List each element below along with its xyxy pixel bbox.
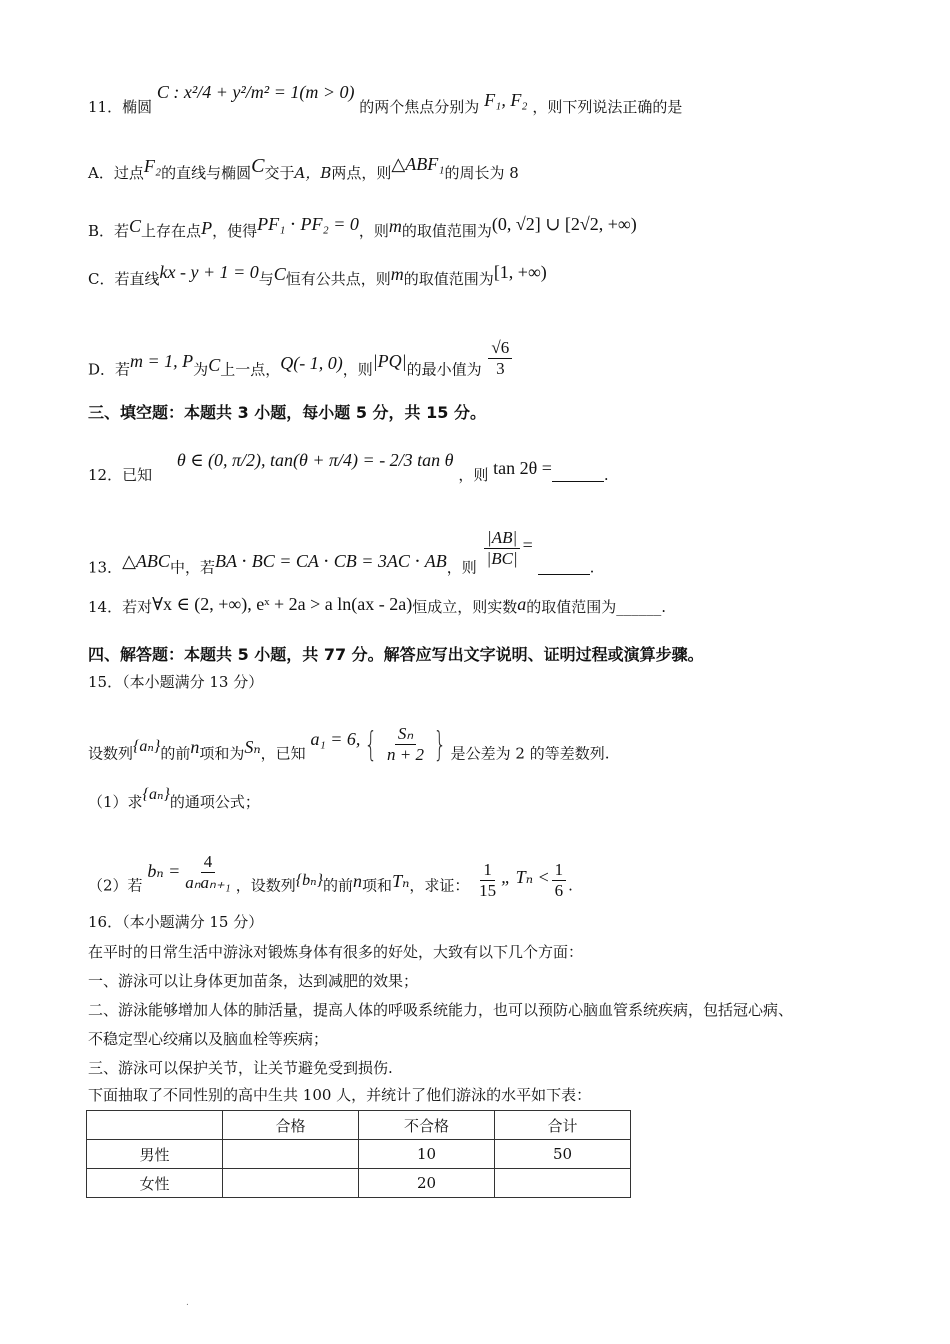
q15-p1-seq: aₙ bbox=[148, 786, 164, 803]
q13-line bbox=[88, 528, 595, 589]
q13-equals: = bbox=[522, 534, 533, 555]
q11-d-mid4: 的最小值为 bbox=[406, 360, 482, 379]
q13-fraction bbox=[484, 528, 521, 569]
q12-number: 12．已知 bbox=[88, 466, 153, 484]
q15-ineq-right-num: 1 bbox=[552, 860, 567, 881]
q11-d-mid: 为 bbox=[193, 360, 209, 379]
q15-mid2: 项和为 bbox=[199, 744, 245, 763]
q14-a: a bbox=[517, 594, 527, 614]
q15-frac-den: n + 2 bbox=[386, 745, 424, 764]
q13-equation: BA ⋅ BC = CA ⋅ CB = 3AC ⋅ AB bbox=[214, 550, 447, 571]
q15-ineq-end: . bbox=[568, 876, 573, 895]
q16-heading: 16．（本小题满分 15 分） bbox=[88, 913, 264, 931]
table-cell bbox=[223, 1169, 359, 1198]
table-header-cell: 合格 bbox=[223, 1111, 359, 1140]
q15-bn-fraction bbox=[182, 852, 233, 893]
q11-d-condition: m = 1, P bbox=[130, 350, 194, 371]
q11-b-prefix: B．若 bbox=[88, 222, 130, 240]
q11-b-mid4: 的取值范围为 bbox=[401, 222, 492, 240]
q15-ineq-left bbox=[476, 860, 499, 901]
q11-b-range: (0, √2] ∪ [2√2, +∞) bbox=[491, 214, 637, 234]
q11-c-mid: 与 bbox=[258, 270, 274, 288]
q15-ineq-mid: „ Tₙ < bbox=[501, 866, 550, 887]
q11-d-q: Q(- 1, 0) bbox=[280, 352, 343, 373]
q15-p2-mid2: 的前 bbox=[323, 876, 354, 895]
q15-p2-mid3: 项和 bbox=[362, 876, 393, 895]
q11-a-ab: A，B bbox=[294, 164, 332, 182]
q15-bn-den: aₙaₙ₊₁ bbox=[185, 873, 231, 892]
q11-d-mid3: ，则 bbox=[342, 360, 373, 379]
q11-option-b bbox=[88, 214, 637, 241]
q11-b-mid: 上存在点 bbox=[141, 222, 202, 240]
q11-a-prefix: A．过点 bbox=[88, 164, 144, 182]
q15-p2-mid: ，设数列 bbox=[235, 876, 296, 895]
q15-p2-mid4: ，求证： bbox=[409, 876, 470, 895]
table-header-cell: 合计 bbox=[495, 1111, 631, 1140]
q11-b-p: P bbox=[201, 218, 213, 238]
q11-c-m: m bbox=[390, 264, 404, 284]
q11-b-equation: PF₁ ⋅ PF₂ = 0 bbox=[257, 214, 359, 234]
q11-d-c: C bbox=[208, 354, 221, 375]
q11-a-mid: 的直线与椭圆 bbox=[161, 164, 252, 182]
q11-d-pq: |PQ| bbox=[372, 350, 407, 371]
q11-c-range: [1, +∞) bbox=[493, 262, 547, 282]
q13-then: ，则 bbox=[446, 558, 477, 577]
q11-c-line: kx - y + 1 = 0 bbox=[159, 262, 259, 282]
table-cell: 50 bbox=[495, 1140, 631, 1169]
q15-p2-pre: （2）若 bbox=[88, 876, 143, 895]
q12-condition: θ ∈ (0, π/2), tan(θ + π/4) = - 2/3 tan θ bbox=[176, 450, 454, 470]
q12-end: . bbox=[603, 466, 609, 484]
table-cell: 20 bbox=[359, 1169, 495, 1198]
q15-tn: Tₙ bbox=[392, 870, 410, 891]
q15-ineq-left-num: 1 bbox=[480, 860, 495, 881]
q13-frac-num: |AB| bbox=[484, 528, 520, 549]
q15-ineq-right-den: 6 bbox=[554, 881, 564, 900]
q13-mid: 中，若 bbox=[169, 558, 215, 577]
q16-line-4: 不稳定型心绞痛以及脑血栓等疾病； bbox=[88, 1030, 329, 1048]
q11-b-mid2: ，使得 bbox=[212, 222, 258, 240]
q14-mid: 恒成立，则实数 bbox=[412, 598, 518, 616]
q11-b-mid3: ，则 bbox=[358, 222, 389, 240]
q11-d-frac-num: √6 bbox=[488, 338, 512, 359]
q11-option-d bbox=[88, 338, 514, 391]
q11-rest: 的两个焦点分别为 bbox=[359, 98, 480, 116]
q15-p2-n: n bbox=[353, 870, 363, 891]
table-header-row bbox=[87, 1111, 631, 1140]
q16-line-2: 一、游泳可以让身体更加苗条，达到减肥的效果； bbox=[88, 972, 419, 990]
q15-part-2: （2）若 bₙ = $\frac{4}{\text{aₙaₙ₊₁}}$ ，设数列{bₙ}的前n项和Tₙ，求证： $\frac{1}{15}$ „ Tₙ < $\frac{1}{6}$ . bbox=[88, 852, 573, 900]
table-cell bbox=[495, 1169, 631, 1198]
q15-part-1: （1）求{aₙ}的通项公式； bbox=[88, 786, 260, 811]
table-cell: 10 bbox=[359, 1140, 495, 1169]
table-cell: 女性 bbox=[87, 1169, 223, 1198]
q16-line-6: 下面抽取了不同性别的高中生共 100 人，并统计了他们游泳的水平如下表： bbox=[88, 1086, 592, 1104]
table-header-cell: 不合格 bbox=[359, 1111, 495, 1140]
q15-fraction bbox=[384, 724, 427, 765]
q11-a-mid2: 交于 bbox=[264, 164, 295, 182]
q11-d-prefix: D．若 bbox=[88, 360, 131, 379]
q11-a-end: 的周长为 8 bbox=[444, 164, 519, 182]
q11-d-mid2: 上一点， bbox=[220, 360, 281, 379]
q11-a-f2: F₂ bbox=[143, 156, 162, 176]
q16-line-3: 二、游泳能够增加人体的肺活量，提高人体的呼吸系统能力，也可以预防心脑血管系统疾病，包括冠心病、 bbox=[88, 1001, 794, 1019]
q15-seq-a: aₙ bbox=[139, 737, 154, 755]
q13-frac-den: |BC| bbox=[486, 549, 518, 568]
q11-option-c bbox=[88, 262, 547, 289]
q14-end: 的取值范围为______. bbox=[526, 598, 666, 616]
q11-b-c: C bbox=[129, 216, 142, 236]
q15-p1-end: 的通项公式； bbox=[169, 793, 260, 811]
q15-bn-num: 4 bbox=[201, 852, 216, 873]
q11-d-fraction bbox=[488, 338, 512, 379]
table-row bbox=[87, 1169, 631, 1198]
q12-line bbox=[88, 450, 609, 485]
q11-c-mid3: 的取值范围为 bbox=[403, 270, 494, 288]
q11-c-prefix: C．若直线 bbox=[88, 270, 160, 288]
q12-then: ，则 bbox=[458, 466, 489, 484]
q11-line bbox=[88, 82, 683, 117]
footer-dot: . bbox=[186, 1298, 189, 1308]
q13-end: . bbox=[589, 558, 595, 577]
q15-p1-pre: （1）求 bbox=[88, 793, 143, 811]
q15-statement: 设数列{aₙ}的前n项和为Sₙ，已知 a₁ = 6, { $\frac{\text{Sₙ}}{n + 2}$ } 是公差为 2 的等差数列. bbox=[88, 724, 610, 765]
q15-frac-num: Sₙ bbox=[395, 724, 416, 745]
q16-line-5: 三、游泳可以保护关节，让关节避免受到损伤. bbox=[88, 1059, 393, 1077]
table-row bbox=[87, 1140, 631, 1169]
q15-bn: bₙ = bbox=[147, 860, 181, 881]
q15-right-brace: } bbox=[433, 724, 447, 765]
q15-pre: 设数列 bbox=[88, 744, 134, 763]
q15-sn: Sₙ bbox=[244, 736, 261, 757]
table-cell bbox=[223, 1140, 359, 1169]
table-header-cell bbox=[87, 1111, 223, 1140]
q14-condition: ∀x ∈ (2, +∞), eˣ + 2a > a ln(ax - 2a) bbox=[152, 594, 413, 614]
q11-c-mid2: 恒有公共点，则 bbox=[285, 270, 391, 288]
q13-number: 13． bbox=[88, 558, 123, 577]
q11-a-triangle: △ABF₁ bbox=[391, 154, 445, 174]
q14-line bbox=[88, 596, 666, 617]
q15-left-brace: { bbox=[364, 724, 378, 765]
q14-number: 14．若对 bbox=[88, 598, 153, 616]
section-3-heading: 三、填空题：本题共 3 小题，每小题 5 分，共 15 分。 bbox=[88, 403, 486, 422]
q11-tail: ，则下列说法正确的是 bbox=[532, 98, 683, 116]
q12-answer-blank[interactable] bbox=[552, 467, 604, 482]
q11-foci: F₁, F₂ bbox=[484, 90, 528, 110]
q15-mid: 的前 bbox=[160, 744, 191, 763]
q11-a-mid3: 两点，则 bbox=[331, 164, 392, 182]
q15-n: n bbox=[190, 736, 200, 757]
q15-mid3: ，已知 bbox=[260, 744, 306, 763]
q15-seq-b: bₙ bbox=[302, 871, 317, 889]
q15-a1: a₁ = 6, bbox=[310, 728, 361, 749]
q11-number: 11．椭圆 bbox=[88, 98, 153, 116]
q12-expression: tan 2θ = bbox=[493, 458, 552, 478]
q11-c-c: C bbox=[273, 264, 286, 284]
table-cell: 男性 bbox=[87, 1140, 223, 1169]
q15-end: 是公差为 2 的等差数列. bbox=[450, 744, 610, 763]
swimming-table bbox=[86, 1110, 631, 1198]
q16-line-1: 在平时的日常生活中游泳对锻炼身体有很多的好处，大致有以下几个方面： bbox=[88, 943, 584, 961]
q11-ellipse-formula: C : x²/4 + y²/m² = 1(m > 0) bbox=[156, 82, 355, 102]
q11-d-frac-den: 3 bbox=[496, 359, 505, 378]
section-4-heading: 四、解答题：本题共 5 小题，共 77 分。解答应写出文字说明、证明过程或演算步骤。 bbox=[88, 645, 704, 664]
q11-b-m: m bbox=[388, 216, 402, 236]
q11-option-a bbox=[88, 154, 519, 183]
q15-heading: 15．（本小题满分 13 分） bbox=[88, 673, 264, 691]
q11-a-c: C bbox=[251, 155, 265, 177]
q13-triangle: △ABC bbox=[122, 550, 170, 571]
q13-answer-blank[interactable] bbox=[538, 560, 590, 575]
q15-ineq-right bbox=[552, 860, 567, 901]
q15-ineq-left-den: 15 bbox=[479, 881, 497, 900]
